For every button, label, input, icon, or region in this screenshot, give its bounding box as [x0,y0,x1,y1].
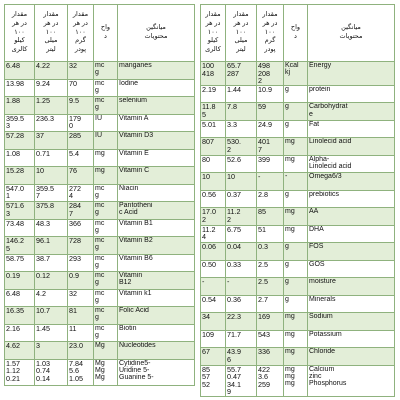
value-per-100-kcal: 13.98 [5,79,35,97]
value-per-100-g: 2.5 [257,260,284,278]
value-per-100-ml: 9.24 [35,79,68,97]
nutrient-name: Vitamin E [118,149,195,167]
value-per-100-kcal: 17.0 2 [201,208,226,226]
unit-cell: g [284,85,308,103]
value-per-100-ml: 10.7 [35,307,68,325]
nutrient-name: Vitamin B12 [118,272,195,290]
value-per-100-kcal: 109 [201,330,226,348]
table-row [201,330,395,348]
value-per-100-g: 70 [68,79,94,97]
value-per-100-g: 81 [68,307,94,325]
value-per-100-ml: 43.9 6 [226,348,257,366]
value-per-100-g: 23.0 [68,342,94,360]
table-row [5,97,195,115]
header-unit: واح د [284,5,308,62]
value-per-100-kcal: 16.35 [5,307,35,325]
value-per-100-kcal: 1.57 1.12 0.21 [5,359,35,385]
nutrient-name: protein [308,85,395,103]
value-per-100-g: 24.9 [257,120,284,138]
unit-cell: Kcal kj [284,62,308,86]
value-per-100-ml: 0.33 [226,260,257,278]
unit-cell: mc g [94,219,118,237]
nutrient-name: Chloride [308,348,395,366]
value-per-100-g: 11 [68,324,94,342]
value-per-100-g: 728 [68,237,94,255]
value-per-100-g: 85 [257,208,284,226]
unit-cell: g [284,120,308,138]
table-row [5,184,195,202]
value-per-100-ml: 0.04 [226,243,257,261]
nutrient-name: Fat [308,120,395,138]
table-row [201,120,395,138]
value-per-100-ml: 1.25 [35,97,68,115]
nutrient-name: Omega6/3 [308,173,395,191]
table-row [5,237,195,255]
value-per-100-kcal: 0.56 [201,190,226,208]
table-row [5,254,195,272]
value-per-100-kcal: 1.08 [5,149,35,167]
value-per-100-kcal: 0.06 [201,243,226,261]
value-per-100-g: 2.5 [257,278,284,296]
unit-cell: mg [284,155,308,173]
unit-cell: IU [94,114,118,132]
value-per-100-kcal: 0.19 [5,272,35,290]
value-per-100-ml: 236.3 [35,114,68,132]
nutrient-name: Vitamin B6 [118,254,195,272]
value-per-100-kcal: 0.50 [201,260,226,278]
unit-cell: g [284,295,308,313]
nutrient-name: Biotin [118,324,195,342]
header-per-100-g-powder: مقدار در هر ۱۰۰ گرم پودر [257,5,284,62]
value-per-100-g: 272 4 [68,184,94,202]
nutrient-name: Niacin [118,184,195,202]
nutrient-name: Sodium [308,313,395,331]
nutrition-table-left-half [4,4,194,386]
value-per-100-ml: 4.22 [35,62,68,80]
value-per-100-g: 284 7 [68,202,94,220]
unit-cell: mg [94,167,118,185]
value-per-100-kcal: 6.48 [5,289,35,307]
table-row [5,307,195,325]
macronutrients-table [200,4,395,397]
table-header-row [5,5,195,62]
unit-cell: Mg [94,342,118,360]
table-row [201,260,395,278]
unit-cell: g [284,103,308,121]
value-per-100-ml: 530. 2 [226,138,257,156]
unit-cell: mc g [94,237,118,255]
value-per-100-ml: 6.75 [226,225,257,243]
value-per-100-kcal: 807 [201,138,226,156]
value-per-100-kcal: 2.16 [5,324,35,342]
unit-cell: mc g [94,202,118,220]
nutrient-name: manganes [118,62,195,80]
value-per-100-ml: 96.1 [35,237,68,255]
table-row [201,243,395,261]
unit-cell: g [284,243,308,261]
unit-cell: mc g [94,62,118,80]
table-row [5,342,195,360]
unit-cell: mc g [94,254,118,272]
value-per-100-kcal: 85 57 52 [201,365,226,396]
unit-cell: IU [94,132,118,150]
table-row [5,289,195,307]
nutrient-name: Vitamin B1 [118,219,195,237]
unit-cell: - [284,173,308,191]
value-per-100-g: 59 [257,103,284,121]
value-per-100-g: 0.9 [68,272,94,290]
unit-cell: mc g [94,289,118,307]
value-per-100-kcal: 34 [201,313,226,331]
unit-cell: mg [94,149,118,167]
nutrient-name: AA [308,208,395,226]
unit-cell: g [284,278,308,296]
nutrition-table-document [4,4,396,396]
value-per-100-ml: 38.7 [35,254,68,272]
unit-cell: mc g [94,307,118,325]
value-per-100-kcal: 11.2 4 [201,225,226,243]
value-per-100-g: 543 [257,330,284,348]
header-per-100-ml: مقدار در هر ۱۰۰ میلی لیتر [226,5,257,62]
nutrient-name: Pantotheni c Acid [118,202,195,220]
table-row [201,155,395,173]
table-row [5,114,195,132]
value-per-100-ml: 22.3 [226,313,257,331]
table-row [201,348,395,366]
unit-cell: mg [284,313,308,331]
table-row [5,272,195,290]
unit-cell: mc g [94,184,118,202]
value-per-100-g: 422 3.6 259 [257,365,284,396]
nutrient-name: Iodine [118,79,195,97]
unit-cell: mc g [94,97,118,115]
value-per-100-g: 76 [68,167,94,185]
nutrient-name: Cytidine5- Uridine 5- Guanine 5- [118,359,195,385]
value-per-100-ml: 3.3 [226,120,257,138]
nutrient-name: Vitamin k1 [118,289,195,307]
value-per-100-kcal: 359.5 3 [5,114,35,132]
table-row [201,365,395,396]
unit-cell: mg [284,225,308,243]
value-per-100-g: 5.4 [68,149,94,167]
micronutrients-table [4,4,195,386]
value-per-100-ml: - [226,278,257,296]
nutrient-name: Alpha- Linolecid acid [308,155,395,173]
value-per-100-g: 9.5 [68,97,94,115]
value-per-100-ml: 52.6 [226,155,257,173]
value-per-100-kcal: - [201,278,226,296]
nutrient-name: Minerals [308,295,395,313]
value-per-100-ml: 3 [35,342,68,360]
value-per-100-g: 2.8 [257,190,284,208]
table-row [201,313,395,331]
value-per-100-kcal: 4.62 [5,342,35,360]
table-header-row [201,5,395,62]
value-per-100-kcal: 57.28 [5,132,35,150]
value-per-100-g: 498 208 2 [257,62,284,86]
table-row [201,173,395,191]
value-per-100-g: - [257,173,284,191]
header-unit: واح د [94,5,118,62]
table-row [5,219,195,237]
value-per-100-kcal: 100 418 [201,62,226,86]
nutrient-name: Carbohydrat e [308,103,395,121]
table-row [5,149,195,167]
value-per-100-ml: 0.12 [35,272,68,290]
table-row [5,202,195,220]
nutrient-name: moisture [308,278,395,296]
value-per-100-kcal: 146.2 5 [5,237,35,255]
nutrient-name: Linolecid acid [308,138,395,156]
value-per-100-ml: 10 [226,173,257,191]
value-per-100-g: 366 [68,219,94,237]
table-row [5,132,195,150]
header-average-contents: میانگین محتویات [118,5,195,62]
nutrient-name: FOS [308,243,395,261]
value-per-100-g: 0.3 [257,243,284,261]
value-per-100-kcal: 1.88 [5,97,35,115]
value-per-100-kcal: 547.0 1 [5,184,35,202]
table-row [5,324,195,342]
nutrient-name: Energy [308,62,395,86]
unit-cell: mg [284,348,308,366]
value-per-100-ml: 65.7 287 [226,62,257,86]
unit-cell: g [284,190,308,208]
nutrient-name: prebiotics [308,190,395,208]
unit-cell: mc g [94,272,118,290]
unit-cell: mc g [94,324,118,342]
unit-cell: mg [284,208,308,226]
nutrient-name: Vitamin C [118,167,195,185]
value-per-100-ml: 4.2 [35,289,68,307]
value-per-100-ml: 1.44 [226,85,257,103]
value-per-100-kcal: 571.6 3 [5,202,35,220]
table-row [201,62,395,86]
value-per-100-ml: 7.8 [226,103,257,121]
value-per-100-g: 10.9 [257,85,284,103]
nutrient-name: DHA [308,225,395,243]
value-per-100-g: 399 [257,155,284,173]
value-per-100-kcal: 80 [201,155,226,173]
value-per-100-kcal: 6.48 [5,62,35,80]
nutrient-name: Vitamin A [118,114,195,132]
value-per-100-ml: 55.7 0.47 34.1 9 [226,365,257,396]
value-per-100-kcal: 15.28 [5,167,35,185]
value-per-100-g: 32 [68,289,94,307]
header-average-contents: میانگین محتویات [308,5,395,62]
value-per-100-ml: 48.3 [35,219,68,237]
table-row [201,278,395,296]
value-per-100-kcal: 58.75 [5,254,35,272]
value-per-100-kcal: 5.01 [201,120,226,138]
nutrient-name: Calcium zinc Phosphorus [308,365,395,396]
value-per-100-g: 179 0 [68,114,94,132]
header-per-100-g-powder: مقدار در هر ۱۰۰ گرم پودر [68,5,94,62]
value-per-100-kcal: 11.8 5 [201,103,226,121]
value-per-100-ml: 0.36 [226,295,257,313]
value-per-100-g: 51 [257,225,284,243]
table-row [5,167,195,185]
unit-cell: g [284,260,308,278]
value-per-100-g: 32 [68,62,94,80]
nutrient-name: Potassium [308,330,395,348]
value-per-100-ml: 359.5 7 [35,184,68,202]
table-row [5,62,195,80]
nutrient-name: Vitamin D3 [118,132,195,150]
table-row [5,359,195,385]
value-per-100-kcal: 73.48 [5,219,35,237]
value-per-100-kcal: 2.19 [201,85,226,103]
value-per-100-ml: 37 [35,132,68,150]
value-per-100-g: 2.7 [257,295,284,313]
value-per-100-g: 336 [257,348,284,366]
value-per-100-g: 293 [68,254,94,272]
table-row [201,295,395,313]
value-per-100-ml: 375.8 [35,202,68,220]
unit-cell: Mg Mg Mg [94,359,118,385]
value-per-100-g: 169 [257,313,284,331]
nutrient-name: Folic Acid [118,307,195,325]
header-per-100-ml: مقدار در هر ۱۰۰ میلی لیتر [35,5,68,62]
header-per-100-kcal: مقدار در هر ۱۰۰ کیلو کالری [201,5,226,62]
value-per-100-ml: 71.7 [226,330,257,348]
unit-cell: mc g [94,79,118,97]
nutrient-name: selenium [118,97,195,115]
value-per-100-kcal: 67 [201,348,226,366]
nutrient-name: Nucleotides [118,342,195,360]
value-per-100-g: 7.84 5.6 1.05 [68,359,94,385]
value-per-100-kcal: 10 [201,173,226,191]
value-per-100-g: 285 [68,132,94,150]
value-per-100-ml: 0.71 [35,149,68,167]
table-row [201,138,395,156]
table-row [201,208,395,226]
table-row [201,225,395,243]
unit-cell: mg [284,138,308,156]
value-per-100-ml: 10 [35,167,68,185]
table-row [201,190,395,208]
value-per-100-ml: 11.2 2 [226,208,257,226]
nutrition-table-right-half [200,4,394,397]
value-per-100-g: 401 7 [257,138,284,156]
header-per-100-kcal: مقدار در هر ۱۰۰ کیلو کالری [5,5,35,62]
nutrient-name: GOS [308,260,395,278]
unit-cell: mg mg mg [284,365,308,396]
unit-cell: mg [284,330,308,348]
table-row [201,85,395,103]
table-row [201,103,395,121]
value-per-100-ml: 0.37 [226,190,257,208]
nutrient-name: Vitamin B2 [118,237,195,255]
value-per-100-ml: 1.03 0.74 0.14 [35,359,68,385]
value-per-100-kcal: 0.54 [201,295,226,313]
value-per-100-ml: 1.45 [35,324,68,342]
table-row [5,79,195,97]
